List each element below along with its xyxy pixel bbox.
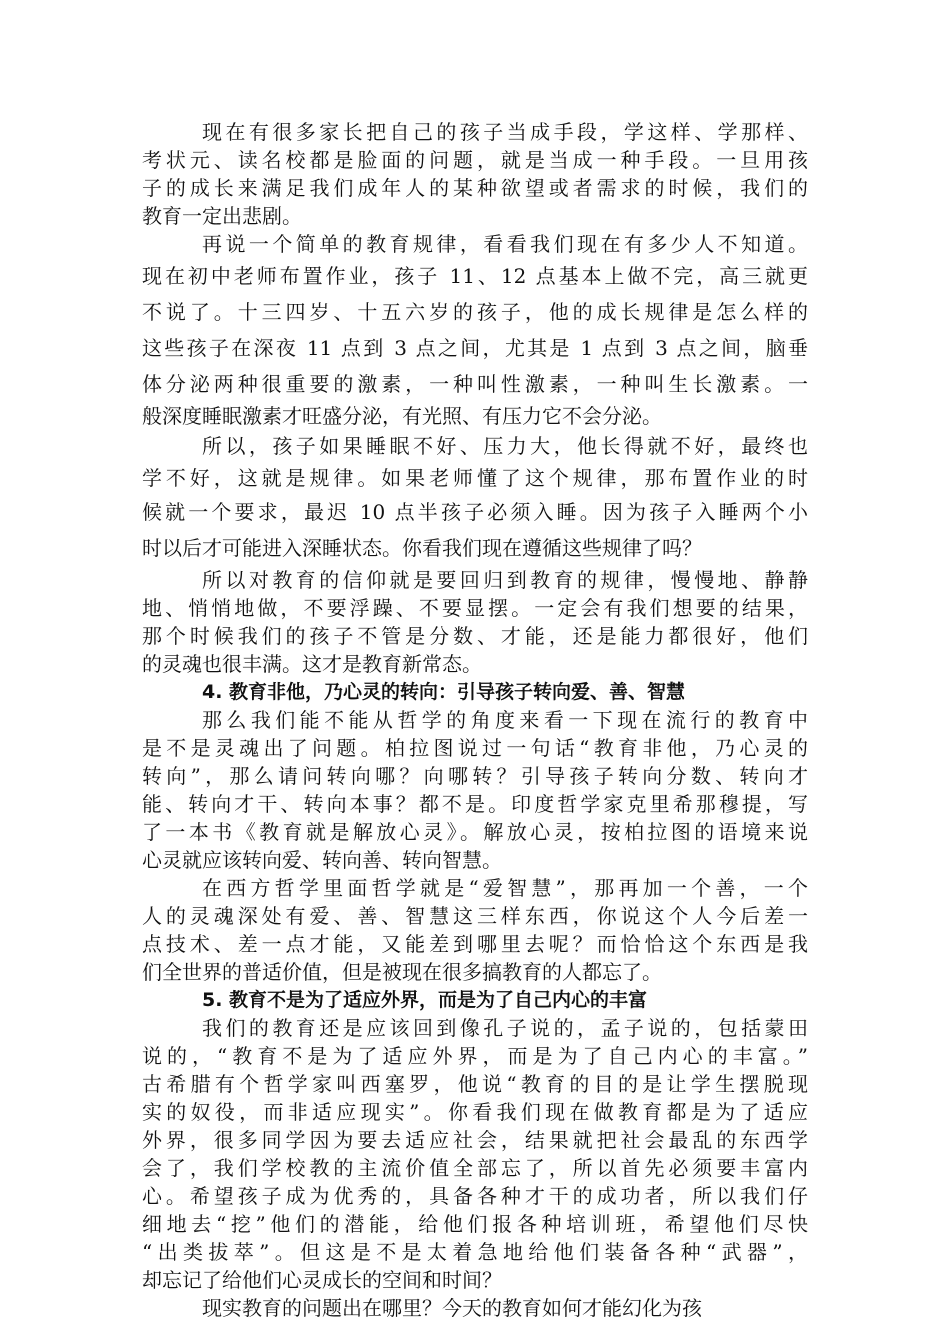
text-line: 古希腊有个哲学家叫西塞罗，他说“教育的目的是让学生摆脱现 — [142, 1072, 808, 1096]
paragraph-8 — [142, 1294, 808, 1322]
text-line: 却忘记了给他们心灵成长的空间和时间？ — [142, 1268, 502, 1292]
text-line: 是不是灵魂出了问题。柏拉图说过一句话“教育非他，乃心灵的 — [142, 736, 808, 760]
text-line: 学不好，这就是规律。如果老师懂了这个规律，那布置作业的时 — [142, 466, 808, 490]
text-line: 现在有很多家长把自己的孩子当成手段，学这样、学那样、 — [202, 120, 808, 144]
text-line: 心灵就应该转向爱、转向善、转向智慧。 — [142, 848, 502, 872]
text-line: 那么我们能不能从哲学的角度来看一下现在流行的教育中 — [202, 708, 808, 732]
text-line: 们全世界的普适价值，但是被现在很多搞教育的人都忘了。 — [142, 960, 662, 984]
paragraph-6 — [142, 874, 808, 986]
text-line: 会了，我们学校教的主流价值全部忘了，所以首先必须要丰富内 — [142, 1156, 808, 1180]
section-heading-5: 5. 教育不是为了适应外界，而是为了自己内心的丰富 — [202, 989, 648, 1011]
text-line: 细地去“挖”他们的潜能，给他们报各种培训班，希望他们尽快 — [142, 1212, 808, 1236]
text-line: 的灵魂也很丰满。这才是教育新常态。 — [142, 652, 482, 676]
text-line: “出类拔萃”。但这是不是太着急地给他们装备各种“武器”， — [142, 1240, 808, 1264]
text-line: 不说了。十三四岁、十五六岁的孩子，他的成长规律是怎么样的 — [142, 300, 808, 324]
text-line: 现实教育的问题出在哪里？今天的教育如何才能幻化为孩 — [202, 1296, 702, 1320]
paragraph-2 — [142, 230, 808, 430]
paragraph-1 — [142, 118, 808, 230]
text-line: 般深度睡眠激素才旺盛分泌，有光照、有压力它不会分泌。 — [142, 404, 662, 428]
text-line: 现在初中老师布置作业，孩子 11、12 点基本上做不完，高三就更 — [142, 264, 808, 288]
text-line: 再说一个简单的教育规律，看看我们现在有多少人不知道。 — [202, 232, 808, 256]
paragraph-7 — [142, 1014, 808, 1294]
text-line: 实的奴役，而非适应现实”。你看我们现在做教育都是为了适应 — [142, 1100, 808, 1124]
text-line: 那个时候我们的孩子不管是分数、才能，还是能力都很好，他们 — [142, 624, 808, 648]
text-line: 体分泌两种很重要的激素，一种叫性激素，一种叫生长激素。一 — [142, 372, 808, 396]
text-line: 在西方哲学里面哲学就是“爱智慧”，那再加一个善，一个 — [202, 876, 808, 900]
paragraph-4 — [142, 566, 808, 678]
text-line: 子的成长来满足我们成年人的某种欲望或者需求的时候，我们的 — [142, 176, 808, 200]
text-line: 人的灵魂深处有爱、善、智慧这三样东西，你说这个人今后差一 — [142, 904, 808, 928]
text-line: 了一本书《教育就是解放心灵》。解放心灵，按柏拉图的语境来说 — [142, 820, 808, 844]
text-line: 说的，“教育不是为了适应外界，而是为了自己内心的丰富。” — [142, 1044, 808, 1068]
document-page — [142, 118, 808, 1322]
text-line: 转向”，那么请问转向哪？向哪转？引导孩子转向分数、转向才 — [142, 764, 808, 788]
text-line: 点技术、差一点才能，又能差到哪里去呢？而恰恰这个东西是我 — [142, 932, 808, 956]
text-line: 考状元、读名校都是脸面的问题，就是当成一种手段。一旦用孩 — [142, 148, 808, 172]
text-line: 外界，很多同学因为要去适应社会，结果就把社会最乱的东西学 — [142, 1128, 808, 1152]
text-line: 所以对教育的信仰就是要回归到教育的规律，慢慢地、静静 — [202, 568, 808, 592]
text-line: 心。希望孩子成为优秀的，具备各种才干的成功者，所以我们仔 — [142, 1184, 808, 1208]
text-line: 能、转向才干、转向本事？都不是。印度哲学家克里希那穆提，写 — [142, 792, 808, 816]
text-line: 这些孩子在深夜 11 点到 3 点之间，尤其是 1 点到 3 点之间，脑垂 — [142, 336, 808, 360]
text-line: 教育一定出悲剧。 — [142, 204, 302, 228]
section-heading-4: 4. 教育非他，乃心灵的转向：引导孩子转向爱、善、智慧 — [202, 681, 686, 703]
text-line: 候就一个要求，最迟 10 点半孩子必须入睡。因为孩子入睡两个小 — [142, 500, 808, 524]
text-line: 所以，孩子如果睡眠不好、压力大，他长得就不好，最终也 — [202, 434, 808, 458]
text-line: 时以后才可能进入深睡状态。你看我们现在遵循这些规律了吗？ — [142, 536, 702, 560]
paragraph-3 — [142, 430, 808, 566]
text-line: 地、悄悄地做，不要浮躁、不要显摆。一定会有我们想要的结果， — [142, 596, 808, 620]
text-line: 我们的教育还是应该回到像孔子说的，孟子说的，包括蒙田 — [202, 1016, 808, 1040]
paragraph-5 — [142, 706, 808, 874]
